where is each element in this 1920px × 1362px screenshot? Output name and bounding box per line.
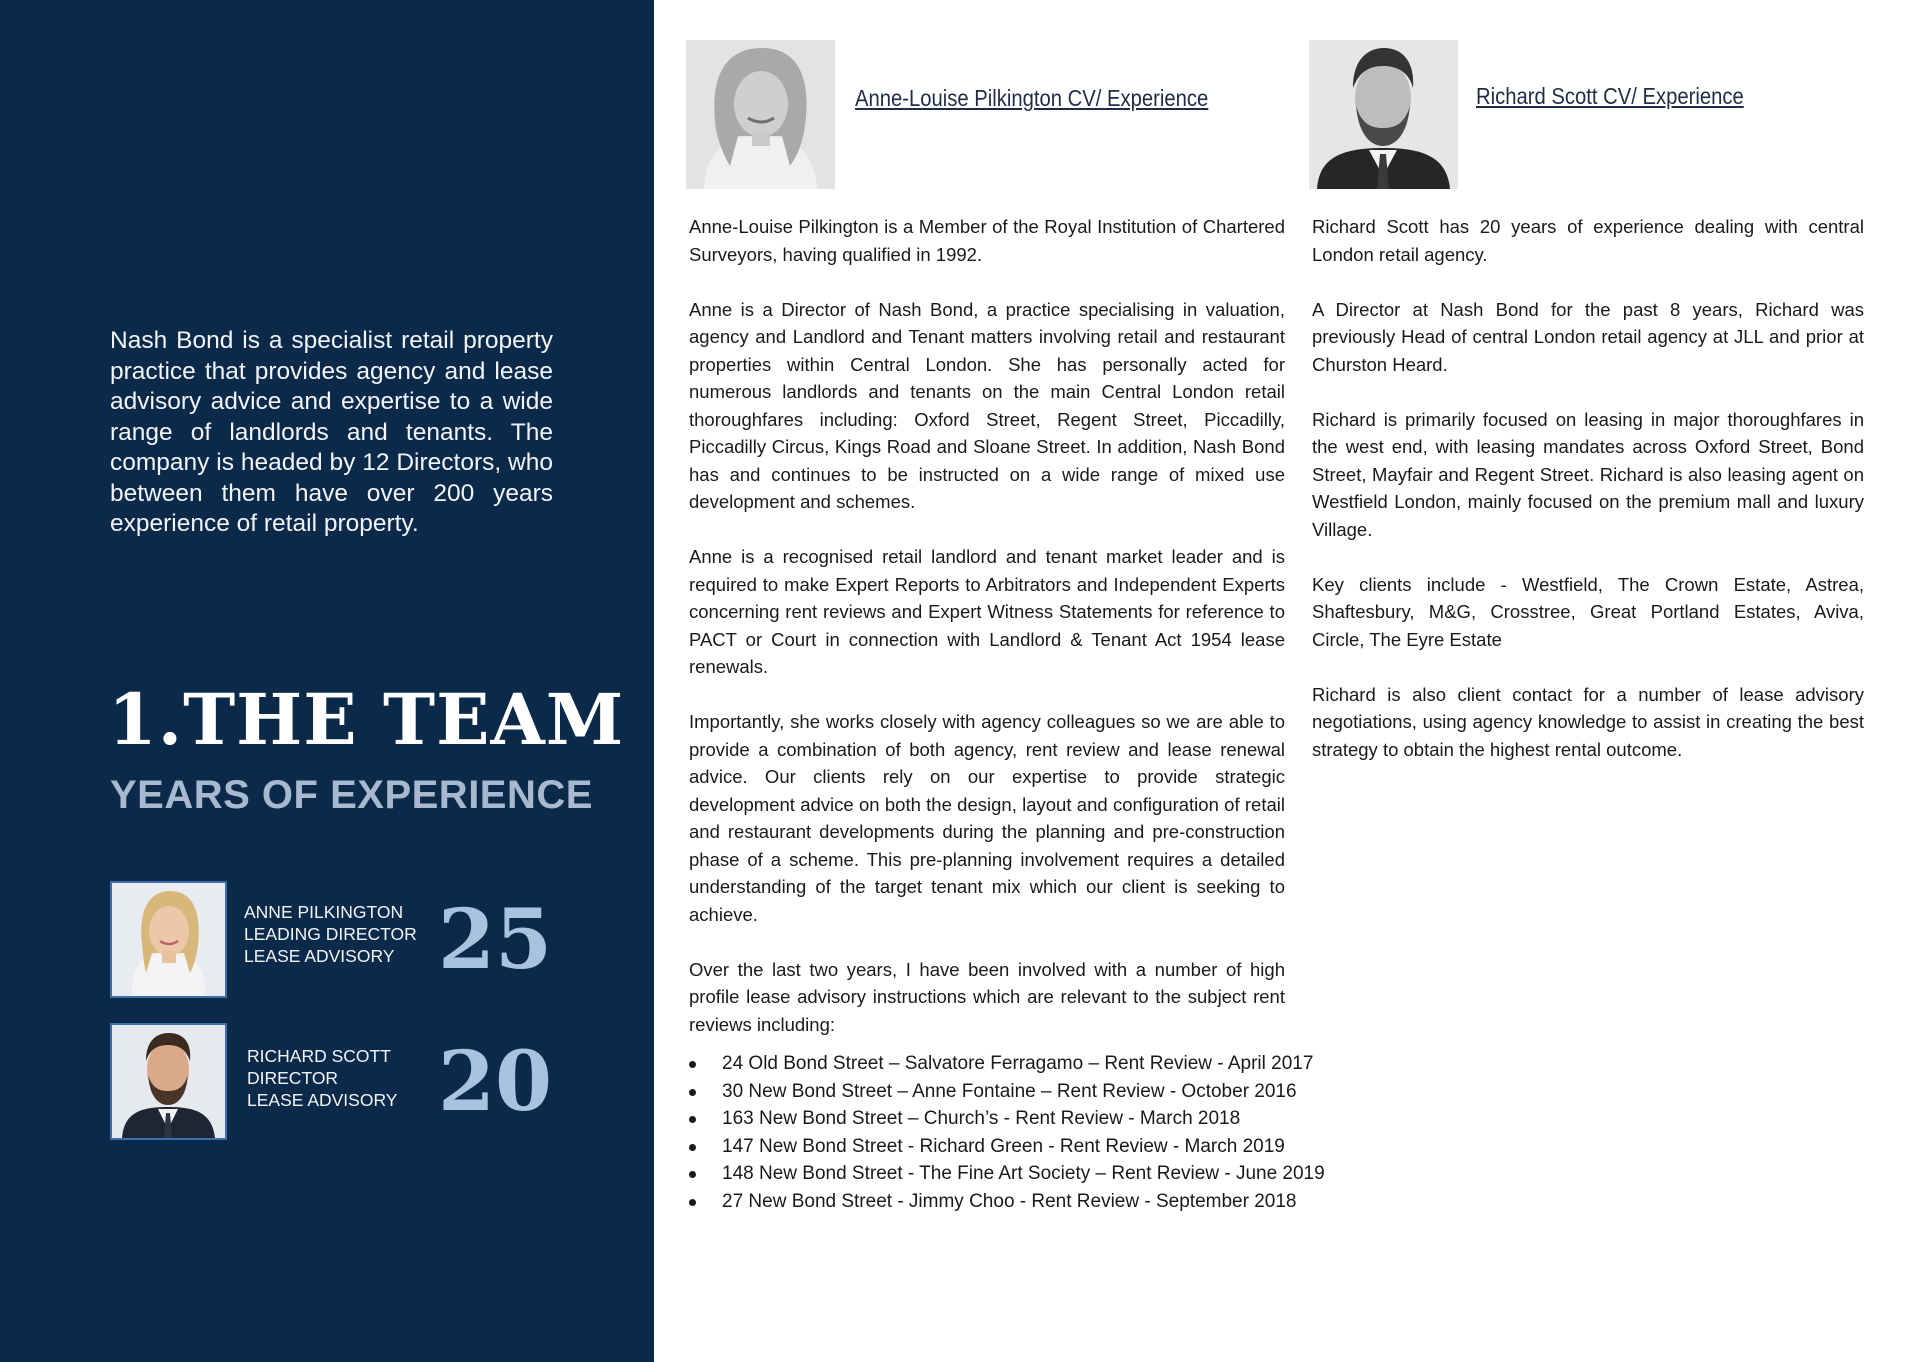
list-item: 24 Old Bond Street – Salvatore Ferragamo – Rent Review - April 2017	[686, 1050, 1286, 1078]
avatar	[110, 881, 227, 998]
list-item: 163 New Bond Street – Church’s - Rent Review - March 2018	[686, 1105, 1286, 1133]
bio-paragraph: Richard Scott has 20 years of experience dealing with central London retail agency.	[1312, 216, 1864, 265]
bio-paragraph: Anne is a recognised retail landlord and tenant market leader and is required to make Expert Reports to Arbitrators and Independent Experts concerning rent reviews and Expert Witness Statements for reference to PACT or Court in connection with Landlord & Tenant Act 1954 lease renewals.	[689, 546, 1285, 677]
list-item: 148 New Bond Street - The Fine Art Society – Rent Review - June 2019	[686, 1160, 1286, 1188]
bio-paragraph: Over the last two years, I have been involved with a number of high profile lease advisory instructions which are relevant to the subject rent reviews including:	[689, 958, 1285, 1035]
team-member-meta	[244, 901, 434, 967]
list-item: 147 New Bond Street - Richard Green - Rent Review - March 2019	[686, 1133, 1286, 1161]
anne-photo	[686, 40, 835, 189]
team-member-meta	[247, 1045, 437, 1111]
anne-bio	[689, 213, 1285, 1038]
bio-paragraph: Anne is a Director of Nash Bond, a practice specialising in valuation, agency and Landlord and Tenant matters involving retail and restaurant properties within Central London. She has personally acted for numerous landlords and tenants on the main Central London retail thoroughfares including: Oxford Street, Regent Street, Piccadilly, Piccadilly Circus, Kings Road and Sloane Street. In addition, Nash Bond has and continues to be instructed on a wide range of mixed use development and schemes.	[689, 298, 1285, 512]
team-member-role: DIRECTOR	[247, 1068, 339, 1088]
team-member-anne	[110, 881, 560, 999]
bio-paragraph: Anne-Louise Pilkington is a Member of the Royal Institution of Chartered Surveyors, having qualified in 1992.	[689, 216, 1285, 265]
section-subtitle: YEARS OF EXPERIENCE	[110, 773, 593, 817]
bio-paragraph: Richard is also client contact for a number of lease advisory negotiations, using agency knowledge to assist in creating the best strategy to obtain the highest rental outcome.	[1312, 683, 1864, 760]
case-list	[686, 1050, 1325, 1215]
team-member-role: LEADING DIRECTOR	[244, 924, 417, 944]
years-of-experience: 20	[437, 1034, 553, 1130]
list-item: 27 New Bond Street - Jimmy Choo - Rent Review - September 2018	[686, 1188, 1286, 1216]
richard-cv-link[interactable]: Richard Scott CV/ Experience	[1476, 83, 1744, 109]
bio-paragraph: Importantly, she works closely with agency colleagues so we are able to provide a combination of both agency, rent review and lease renewal advice. Our clients rely on our expertise to provide strategic development advice on both the design, layout and configuration of retail and restaurant developments during the planning and pre-construction phase of a scheme. This pre-planning involvement requires a detailed understanding of the target tenant mix which our client is seeking to achieve.	[689, 711, 1285, 925]
bio-paragraph: A Director at Nash Bond for the past 8 years, Richard was previously Head of central London retail agency at JLL and prior at Churston Heard.	[1312, 298, 1864, 375]
team-member-role: LEASE ADVISORY	[247, 1090, 398, 1110]
avatar	[110, 1023, 227, 1140]
list-item: 30 New Bond Street – Anne Fontaine – Rent Review - October 2016	[686, 1078, 1286, 1106]
bio-paragraph: Key clients include - Westfield, The Crown Estate, Astrea, Shaftesbury, M&G, Crosstree, Great Portland Estates, Aviva, Circle, The Eyre Estate	[1312, 573, 1864, 650]
left-panel	[0, 0, 654, 1362]
years-of-experience: 25	[437, 892, 553, 988]
team-member-role: LEASE ADVISORY	[244, 946, 395, 966]
team-member-name: ANNE PILKINGTON	[244, 902, 404, 922]
richard-photo	[1309, 40, 1458, 189]
bio-paragraph: Richard is primarily focused on leasing in major thoroughfares in the west end, with leasing mandates across Oxford Street, Bond Street, Mayfair and Regent Street. Richard is also leasing agent on Westfield London, mainly focused on the premium mall and luxury Village.	[1312, 408, 1864, 540]
anne-cv-link[interactable]: Anne-Louise Pilkington CV/ Experience	[855, 85, 1209, 111]
team-member-richard	[110, 1023, 560, 1141]
section-title: 1.THE TEAM	[108, 678, 625, 761]
team-member-name: RICHARD SCOTT	[247, 1046, 391, 1066]
richard-bio	[1312, 213, 1864, 763]
intro-paragraph: Nash Bond is a specialist retail property practice that provides agency and lease advisory advice and expertise to a wide range of landlords and tenants. The company is headed by 12 Directors, who between them have over 200 years experience of retail property.	[110, 327, 553, 537]
